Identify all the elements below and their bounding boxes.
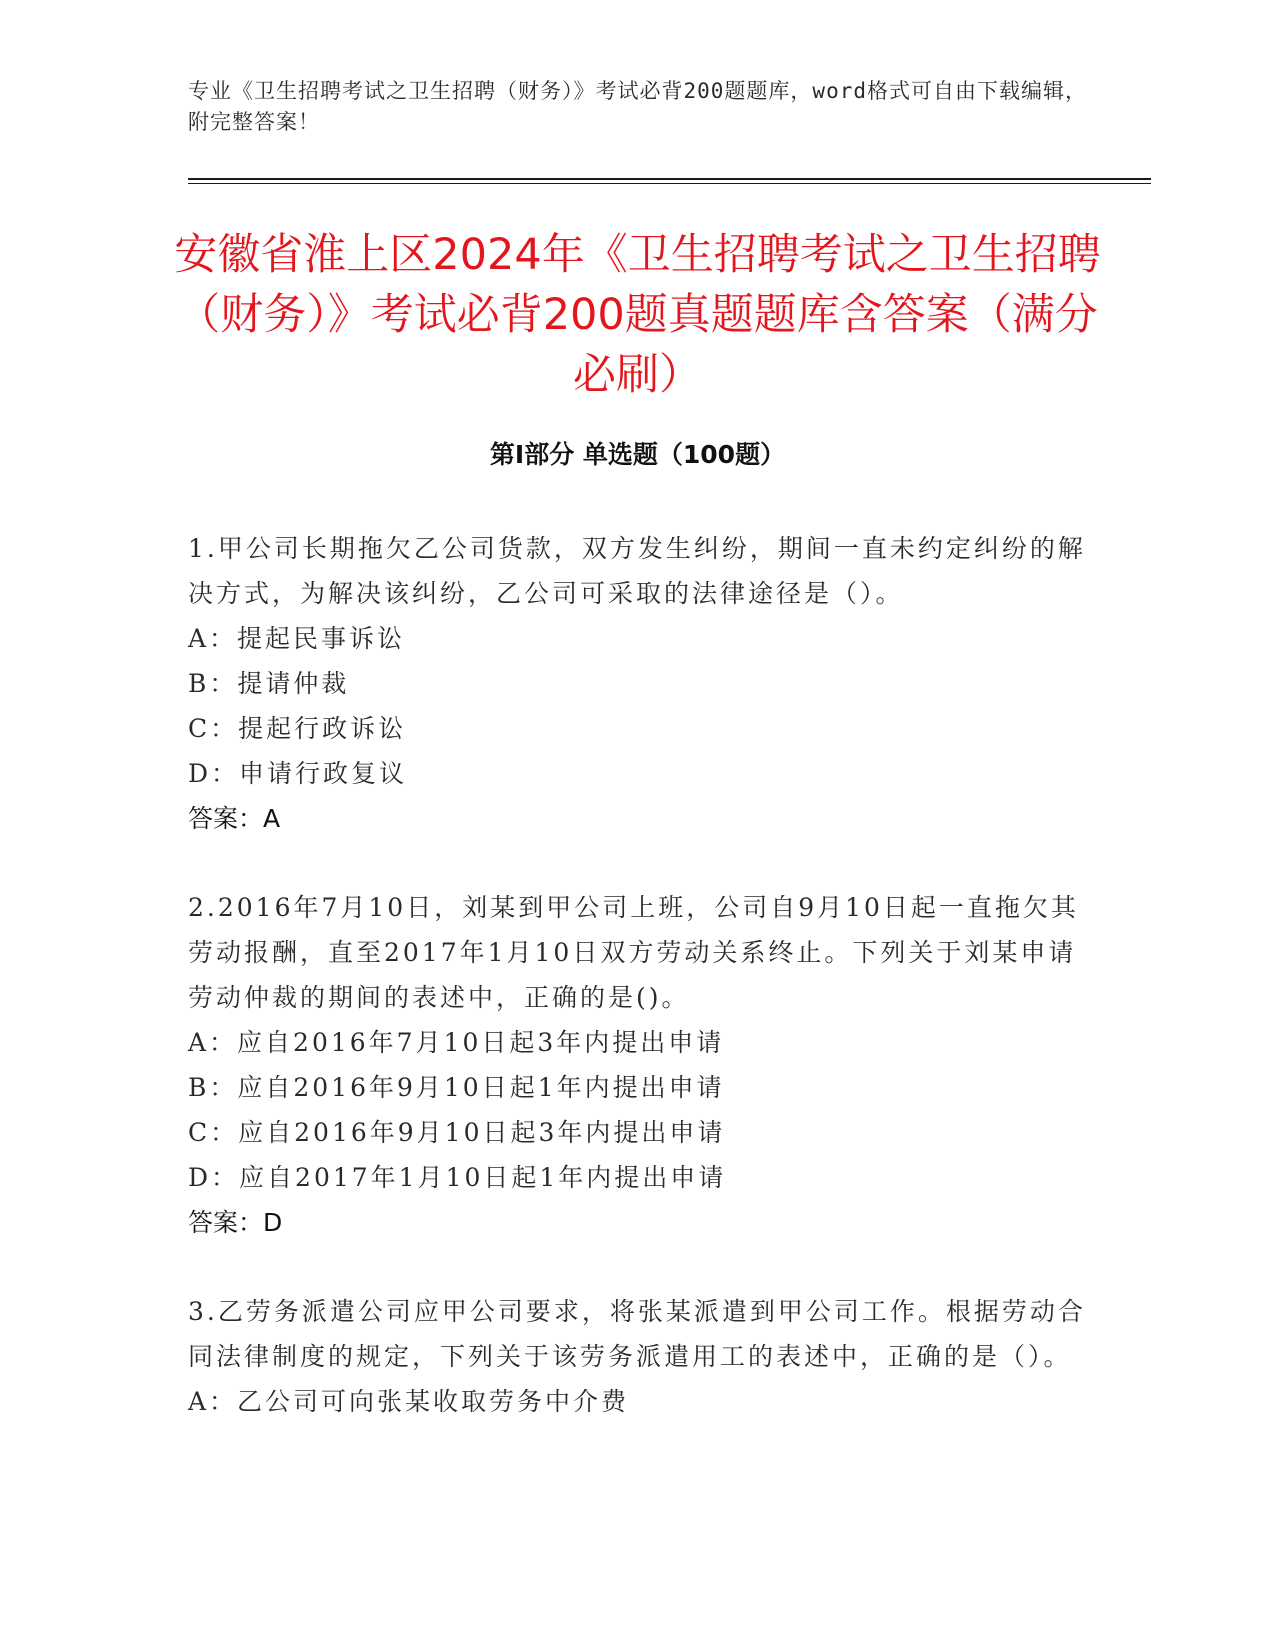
option-c: C：应自2016年9月10日起3年内提出申请: [188, 1118, 726, 1147]
question-stem: 2.2016年7月10日，刘某到甲公司上班，公司自9月10日起一直拖欠其劳动报酬，直至2017年1月10日双方劳动关系终止。下列关于刘某申请劳动仲裁的期间的表述中，正确的是()。: [188, 893, 1079, 1012]
section-title: 第Ⅰ部分 单选题（100题）: [489, 440, 786, 469]
question-stem: 3.乙劳务派遣公司应甲公司要求，将张某派遣到甲公司工作。根据劳动合同法律制度的规定，下列关于该劳务派遣用工的表述中，正确的是（）。: [188, 1297, 1086, 1371]
document-title: 安徽省淮上区2024年《卫生招聘考试之卫生招聘（财务）》考试必背200题真题题库含答案（满分必刷）: [174, 230, 1101, 400]
option-a: A：提起民事诉讼: [188, 624, 406, 653]
answer: 答案：A: [188, 804, 281, 833]
question-2: [188, 885, 1088, 1245]
header-divider: [188, 178, 1151, 180]
question-stem: 1.甲公司长期拖欠乙公司货款，双方发生纠纷，期间一直未约定纠纷的解决方式，为解决该纠纷，乙公司可采取的法律途径是（）。: [188, 534, 1086, 608]
header-divider-thin: [188, 183, 1151, 184]
option-a: A：乙公司可向张某收取劳务中介费: [188, 1387, 630, 1416]
option-d: D：应自2017年1月10日起1年内提出申请: [188, 1163, 727, 1192]
header-note: 专业《卫生招聘考试之卫生招聘（财务）》考试必背200题题库，word格式可自由下载编辑，附完整答案！: [188, 79, 1087, 134]
option-c: C：提起行政诉讼: [188, 714, 407, 743]
option-b: B：应自2016年9月10日起1年内提出申请: [188, 1073, 725, 1102]
question-3: [188, 1289, 1088, 1424]
question-1: [188, 526, 1088, 841]
question-list: [188, 526, 1088, 1468]
answer: 答案：D: [188, 1208, 283, 1237]
option-b: B：提请仲裁: [188, 669, 350, 698]
option-a: A：应自2016年7月10日起3年内提出申请: [188, 1028, 725, 1057]
option-d: D：申请行政复议: [188, 759, 408, 788]
